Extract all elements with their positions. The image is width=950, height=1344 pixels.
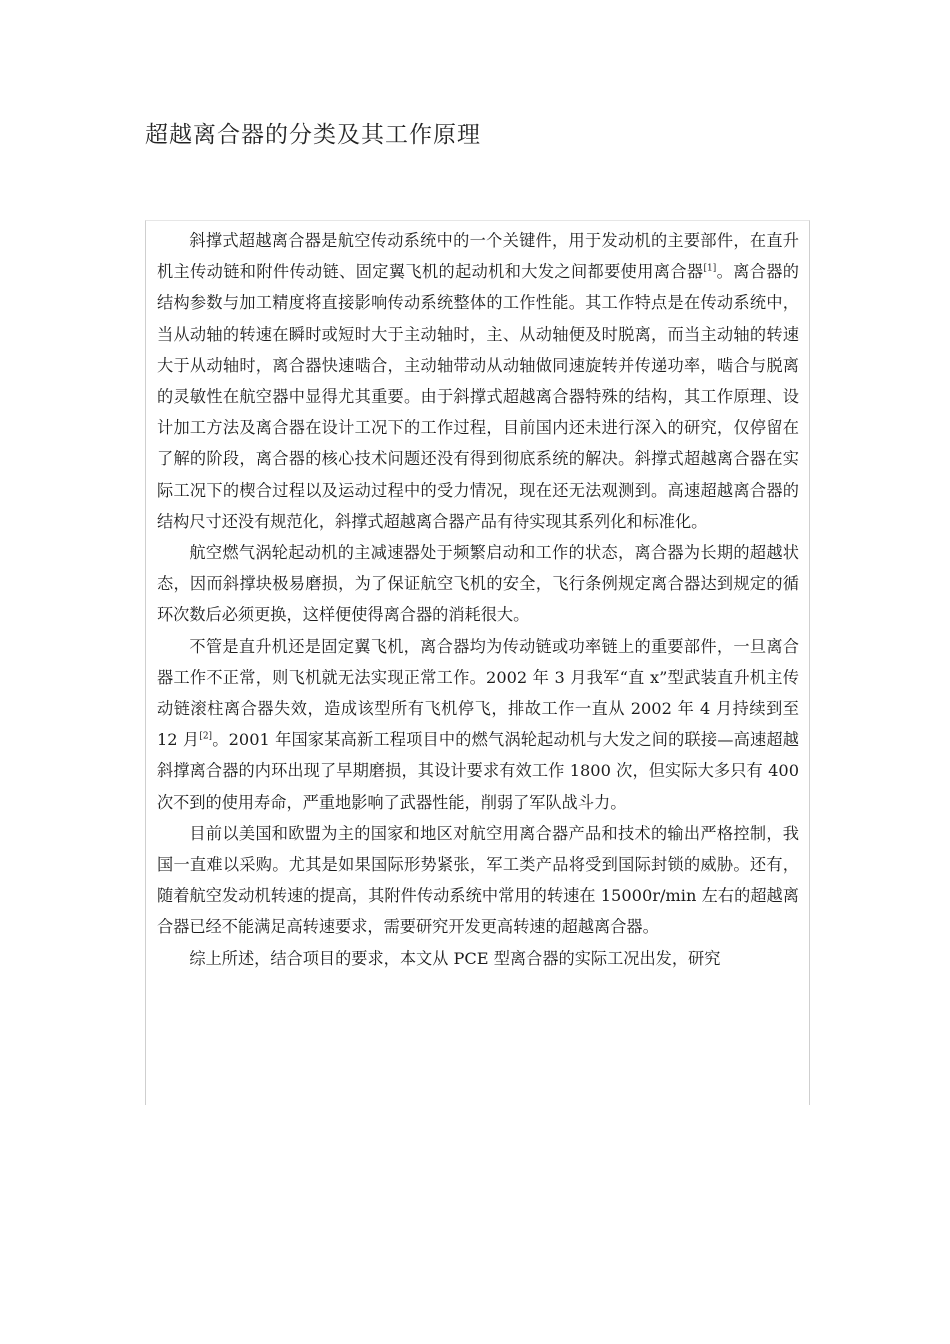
paragraph-3-text-a: 不管是直升机还是固定翼飞机，离合器均为传动链或功率链上的重要部件，一旦离合器工作不正常，则飞机就无法实现正常工作。2002 年 3 月我军“直 x”型武装直升机主传动链滚柱离合器失效，造成该型所有飞机停飞，排故工作一直从 2002 年 4 月持续到至 12 月 <box>157 636 799 750</box>
paragraph-4 <box>157 818 799 943</box>
paragraph-2-text: 航空燃气涡轮起动机的主减速器处于频繁启动和工作的状态，离合器为长期的超越状态，因而斜撑块极易磨损，为了保证航空飞机的安全，飞行条例规定离合器达到规定的循环次数后必须更换，这样便使得离合器的消耗很大。 <box>157 543 799 625</box>
paragraph-3 <box>157 631 799 818</box>
paragraph-5 <box>157 943 799 974</box>
paragraph-2 <box>157 537 799 631</box>
paragraph-1-text-b: 。离合器的结构参数与加工精度将直接影响传动系统整体的工作性能。其工作特点是在传动系统中，当从动轴的转速在瞬时或短时大于主动轴时，主、从动轴便及时脱离，而当主动轴的转速大于从动轴时，离合器快速啮合，主动轴带动从动轴做同速旋转并传递功率，啮合与脱离的灵敏性在航空器中显得尤其重要。由于斜撑式超越离合器特殊的结构，其工作原理、设计加工方法及离合器在设计工况下的工作过程，目前国内还未进行深入的研究，仅停留在了解的阶段，离合器的核心技术问题还没有得到彻底系统的解决。斜撑式超越离合器在实际工况下的楔合过程以及运动过程中的受力情况，现在还无法观测到。高速超越离合器的结构尺寸还没有规范化，斜撑式超越离合器产品有待实现其系列化和标准化。 <box>157 262 799 531</box>
paragraph-3-text-b: 。2001 年国家某高新工程项目中的燃气涡轮起动机与大发之间的联接—高速超越斜撑离合器的内环出现了早期磨损，其设计要求有效工作 1800 次，但实际大多只有 400 次不到的使用寿命，严重地影响了武器性能，削弱了军队战斗力。 <box>157 730 799 812</box>
paragraph-1-text-a: 斜撑式超越离合器是航空传动系统中的一个关键件，用于发动机的主要部件，在直升机主传动链和附件传动链、固定翼飞机的起动机和大发之间都要使用离合器 <box>157 231 799 282</box>
paragraph-1 <box>157 225 799 537</box>
citation-ref-2: [2] <box>199 731 213 742</box>
citation-ref-1: [1] <box>703 263 717 274</box>
paragraph-5-text: 综上所述，结合项目的要求，本文从 PCE 型离合器的实际工况出发，研究 <box>189 948 721 968</box>
document-body <box>145 220 810 1105</box>
document-title: 超越离合器的分类及其工作原理 <box>145 122 481 148</box>
paragraph-4-text: 目前以美国和欧盟为主的国家和地区对航空用离合器产品和技术的输出严格控制，我国一直难以采购。尤其是如果国际形势紧张，军工类产品将受到国际封锁的威胁。还有，随着航空发动机转速的提高，其附件传动系统中常用的转速在 15000r/min 左右的超越离合器已经不能满足高转速要求，需要研究开发更高转速的超越离合器。 <box>157 823 799 937</box>
